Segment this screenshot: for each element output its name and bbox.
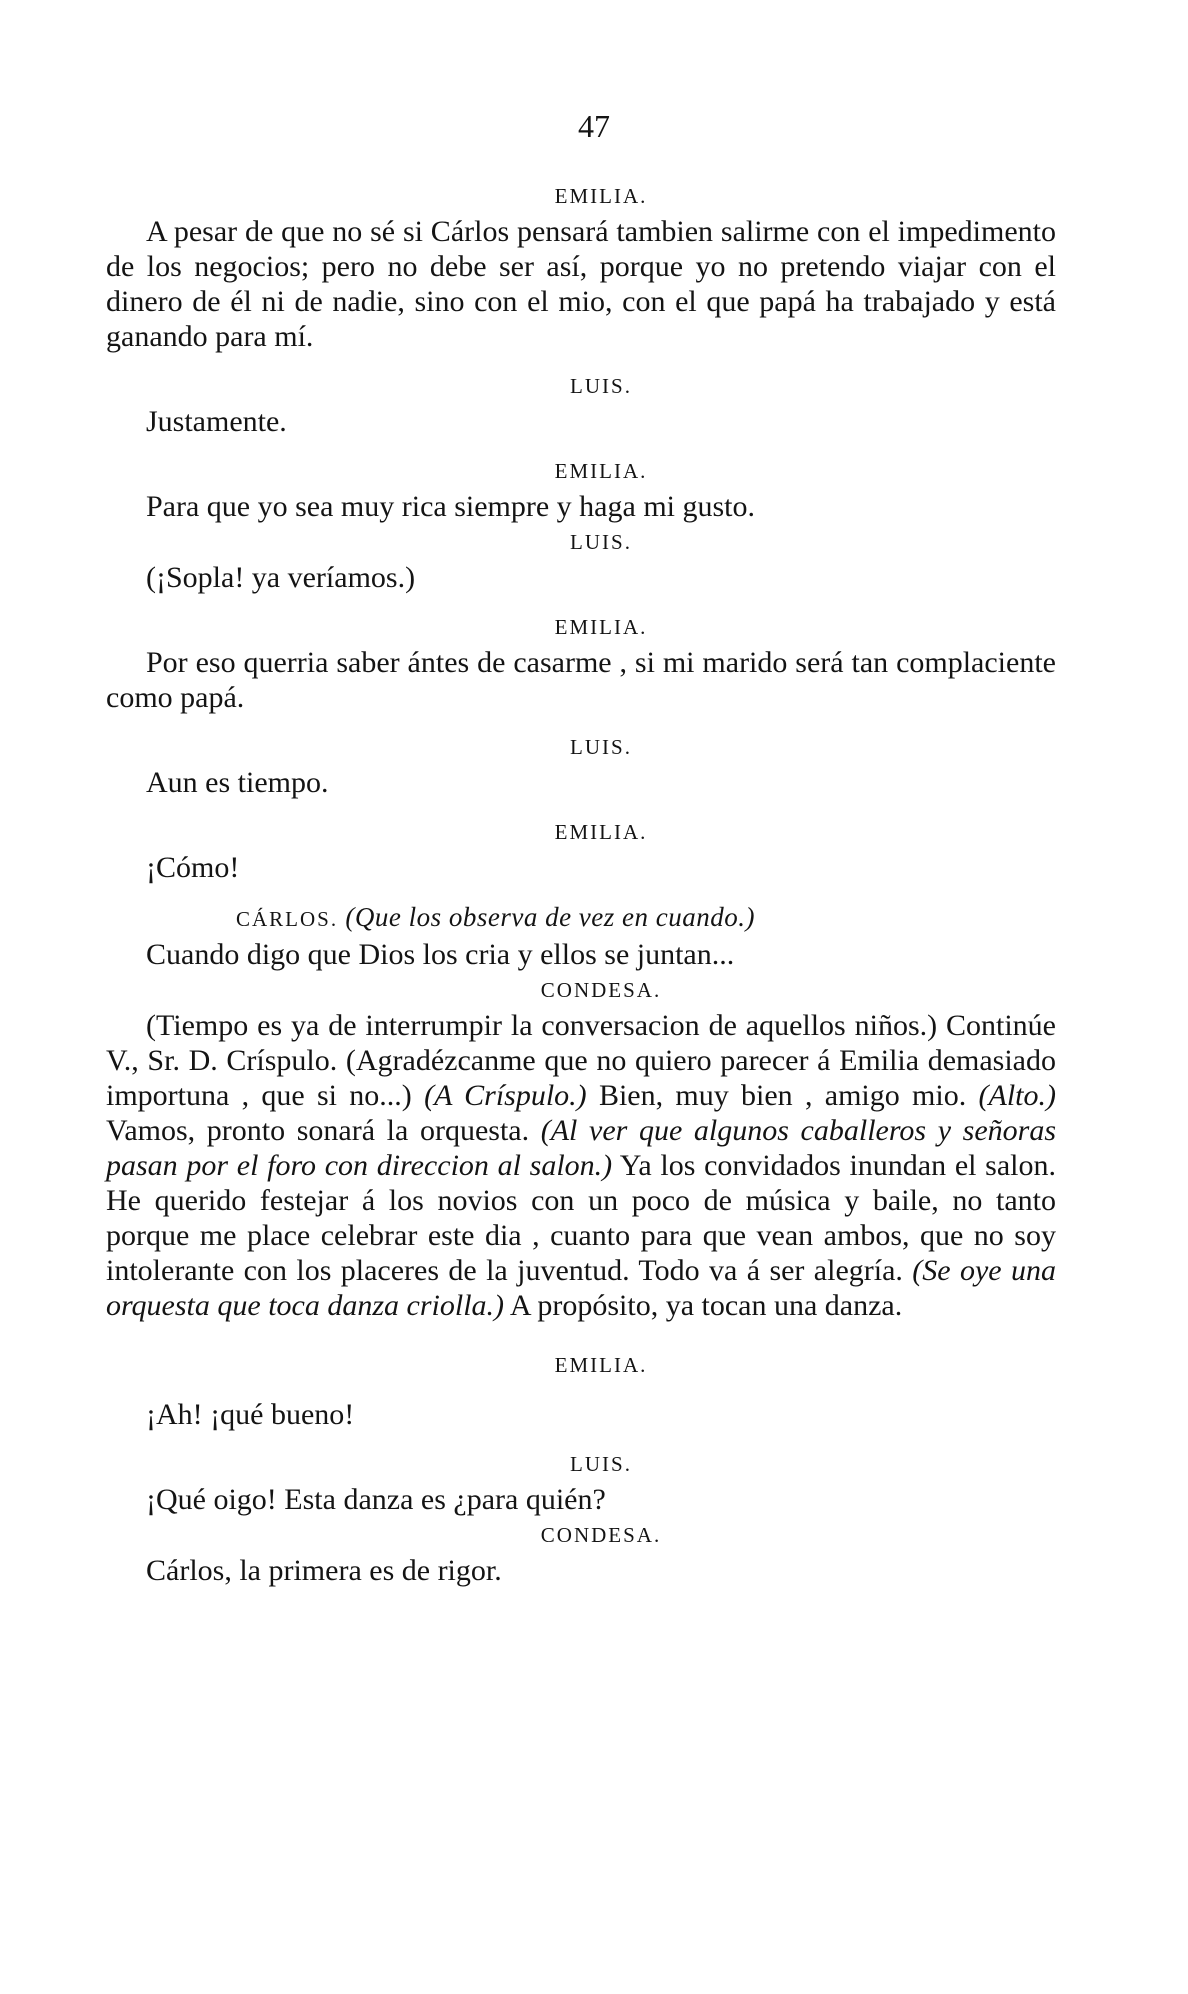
speaker-label: LUIS.	[570, 530, 632, 554]
speech-text: ¡Ah! ¡qué bueno!	[146, 1398, 355, 1431]
speech-text: Aun es tiempo.	[146, 766, 329, 799]
speaker-label: LUIS.	[570, 735, 632, 759]
speaker-label: CONDESA.	[540, 978, 662, 1002]
speaker-label: EMILIA.	[554, 184, 648, 208]
speech-text: (¡Sopla! ya veríamos.)	[146, 561, 416, 594]
speaker-name: CÁRLOS.	[236, 907, 339, 931]
speech-fragment: A propósito, ya tocan una danza.	[504, 1289, 903, 1322]
speech-fragment: (Tiempo es ya de interrumpir la conversacion de aquellos niños.) Continúe V., Sr. D. Críspulo. (Agradézcanme que no quiero parecer á Emilia demasiado importuna , que si no...)	[106, 1009, 1056, 1112]
speaker-label: EMILIA.	[554, 615, 648, 639]
stage-direction: (Que los observa de vez en cuando.)	[345, 902, 755, 932]
page-number: 47	[578, 108, 610, 144]
speaker-label-with-direction	[106, 899, 1056, 937]
stage-direction: (Al ver que algunos caballeros y señoras pasan por el foro con direccion al salon.)	[106, 1114, 1056, 1182]
dialogue-body	[106, 178, 1056, 1588]
speaker-label: EMILIA.	[554, 1353, 648, 1377]
speech-text: Por eso querria saber ántes de casarme , si mi marido será tan complaciente como papá.	[106, 646, 1056, 714]
stage-direction: (Se oye una orquesta que toca danza criolla.)	[106, 1254, 1056, 1322]
speech-text: Cuando digo que Dios los cria y ellos se juntan...	[146, 938, 735, 971]
speech-text: ¡Qué oigo! Esta danza es ¿para quién?	[146, 1483, 606, 1516]
speaker-label: EMILIA.	[554, 459, 648, 483]
speech-text: A pesar de que no sé si Cárlos pensará tambien salirme con el impedimento de los negocios; pero no debe ser así, porque yo no pretendo viajar con el dinero de él ni de nadie, sino con el mio, con el que papá ha trabajado y está ganando para mí.	[106, 215, 1056, 353]
stage-direction: (Alto.)	[978, 1079, 1056, 1112]
speech-text-mixed	[106, 1008, 1056, 1323]
speech-fragment: Ya los convidados inundan el salon. He querido festejar á los novios con un poco de música y baile, no tanto porque me place celebrar este dia , cuanto para que vean ambos, que no soy intolerante con los placeres de la juventud. Todo va á ser alegría.	[106, 1149, 1056, 1287]
speech-text: Cárlos, la primera es de rigor.	[146, 1554, 502, 1587]
speaker-label: LUIS.	[570, 374, 632, 398]
stage-direction: (A Críspulo.)	[424, 1079, 587, 1112]
speaker-label: EMILIA.	[554, 820, 648, 844]
speaker-label: CONDESA.	[540, 1523, 662, 1547]
speech-fragment: Vamos, pronto sonará la orquesta.	[106, 1114, 541, 1147]
speaker-label: LUIS.	[570, 1452, 632, 1476]
speech-text: Justamente.	[146, 405, 287, 438]
speech-text: ¡Cómo!	[146, 851, 240, 884]
speech-fragment: Bien, muy bien , amigo mio.	[586, 1079, 979, 1112]
speech-text: Para que yo sea muy rica siempre y haga mi gusto.	[146, 490, 755, 523]
